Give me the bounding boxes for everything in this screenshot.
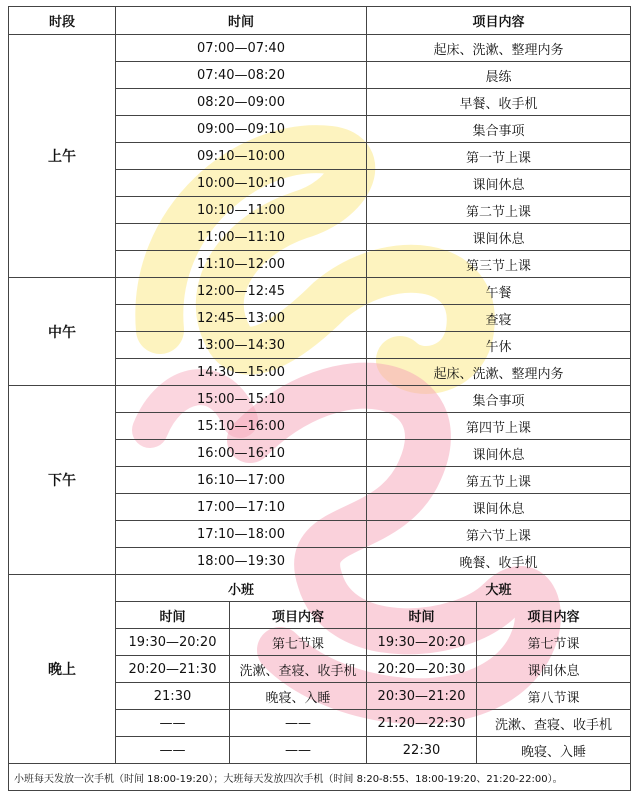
- big-time-header: 时间: [367, 602, 477, 629]
- time-cell: 13:00—14:30: [116, 332, 367, 359]
- time-cell: 11:00—11:10: [116, 224, 367, 251]
- item-cell: 集合事项: [367, 386, 631, 413]
- noon-row: [9, 278, 631, 305]
- item-cell: 第一节上课: [367, 143, 631, 170]
- big-class-header: 大班: [367, 575, 631, 602]
- item-cell: 第三节上课: [367, 251, 631, 278]
- item-cell: 晚餐、收手机: [367, 548, 631, 575]
- evening-class-row: [9, 575, 631, 602]
- item-cell: 课间休息: [367, 224, 631, 251]
- noon-period-label: 中午: [9, 278, 116, 386]
- evening-period-label: 晚上: [9, 575, 116, 764]
- time-cell: 10:00—10:10: [116, 170, 367, 197]
- small-class-header: 小班: [116, 575, 367, 602]
- big-time-cell: 21:20—22:30: [367, 710, 477, 737]
- small-item-cell: 第七节课: [230, 629, 367, 656]
- small-time-cell: 20:20—21:30: [116, 656, 230, 683]
- item-cell: 晨练: [367, 62, 631, 89]
- big-time-cell: 20:30—21:20: [367, 683, 477, 710]
- item-cell: 午餐: [367, 278, 631, 305]
- item-cell: 第四节上课: [367, 413, 631, 440]
- item-cell: 课间休息: [367, 440, 631, 467]
- header-content: 项目内容: [367, 7, 631, 35]
- time-cell: 09:00—09:10: [116, 116, 367, 143]
- time-cell: 07:40—08:20: [116, 62, 367, 89]
- item-cell: 早餐、收手机: [367, 89, 631, 116]
- item-cell: 午休: [367, 332, 631, 359]
- item-cell: 课间休息: [367, 170, 631, 197]
- small-content-header: 项目内容: [230, 602, 367, 629]
- header-time: 时间: [116, 7, 367, 35]
- small-time-cell: ——: [116, 710, 230, 737]
- item-cell: 第五节上课: [367, 467, 631, 494]
- time-cell: 16:00—16:10: [116, 440, 367, 467]
- time-cell: 12:45—13:00: [116, 305, 367, 332]
- item-cell: 集合事项: [367, 116, 631, 143]
- time-cell: 15:10—16:00: [116, 413, 367, 440]
- schedule-body: [9, 7, 631, 791]
- small-item-cell: 洗漱、查寝、收手机: [230, 656, 367, 683]
- item-cell: 第六节上课: [367, 521, 631, 548]
- time-cell: 17:10—18:00: [116, 521, 367, 548]
- time-cell: 17:00—17:10: [116, 494, 367, 521]
- header-row: [9, 7, 631, 35]
- big-item-cell: 第八节课: [477, 683, 631, 710]
- big-item-cell: 课间休息: [477, 656, 631, 683]
- time-cell: 11:10—12:00: [116, 251, 367, 278]
- schedule-table: [8, 6, 631, 791]
- small-item-cell: 晚寝、入睡: [230, 683, 367, 710]
- item-cell: 查寝: [367, 305, 631, 332]
- afternoon-period-label: 下午: [9, 386, 116, 575]
- big-item-cell: 洗漱、查寝、收手机: [477, 710, 631, 737]
- big-item-cell: 晚寝、入睡: [477, 737, 631, 764]
- time-cell: 14:30—15:00: [116, 359, 367, 386]
- small-time-cell: 21:30: [116, 683, 230, 710]
- big-content-header: 项目内容: [477, 602, 631, 629]
- time-cell: 10:10—11:00: [116, 197, 367, 224]
- morning-row: [9, 35, 631, 62]
- time-cell: 15:00—15:10: [116, 386, 367, 413]
- big-time-cell: 20:20—20:30: [367, 656, 477, 683]
- time-cell: 09:10—10:00: [116, 143, 367, 170]
- small-time-cell: 19:30—20:20: [116, 629, 230, 656]
- time-cell: 18:00—19:30: [116, 548, 367, 575]
- afternoon-row: [9, 386, 631, 413]
- time-cell: 16:10—17:00: [116, 467, 367, 494]
- morning-period-label: 上午: [9, 35, 116, 278]
- footnote-row: [9, 764, 631, 791]
- item-cell: 起床、洗漱、整理内务: [367, 35, 631, 62]
- big-time-cell: 22:30: [367, 737, 477, 764]
- item-cell: 起床、洗漱、整理内务: [367, 359, 631, 386]
- small-time-cell: ——: [116, 737, 230, 764]
- small-item-cell: ——: [230, 710, 367, 737]
- item-cell: 第二节上课: [367, 197, 631, 224]
- small-item-cell: ——: [230, 737, 367, 764]
- item-cell: 课间休息: [367, 494, 631, 521]
- time-cell: 07:00—07:40: [116, 35, 367, 62]
- footnote: 小班每天发放一次手机（时间 18:00-19:20）；大班每天发放四次手机（时间 8:20-8:55、18:00-19:20、21:20-22:00）。: [9, 764, 631, 791]
- header-period: 时段: [9, 7, 116, 35]
- big-item-cell: 第七节课: [477, 629, 631, 656]
- time-cell: 08:20—09:00: [116, 89, 367, 116]
- small-time-header: 时间: [116, 602, 230, 629]
- big-time-cell: 19:30—20:20: [367, 629, 477, 656]
- time-cell: 12:00—12:45: [116, 278, 367, 305]
